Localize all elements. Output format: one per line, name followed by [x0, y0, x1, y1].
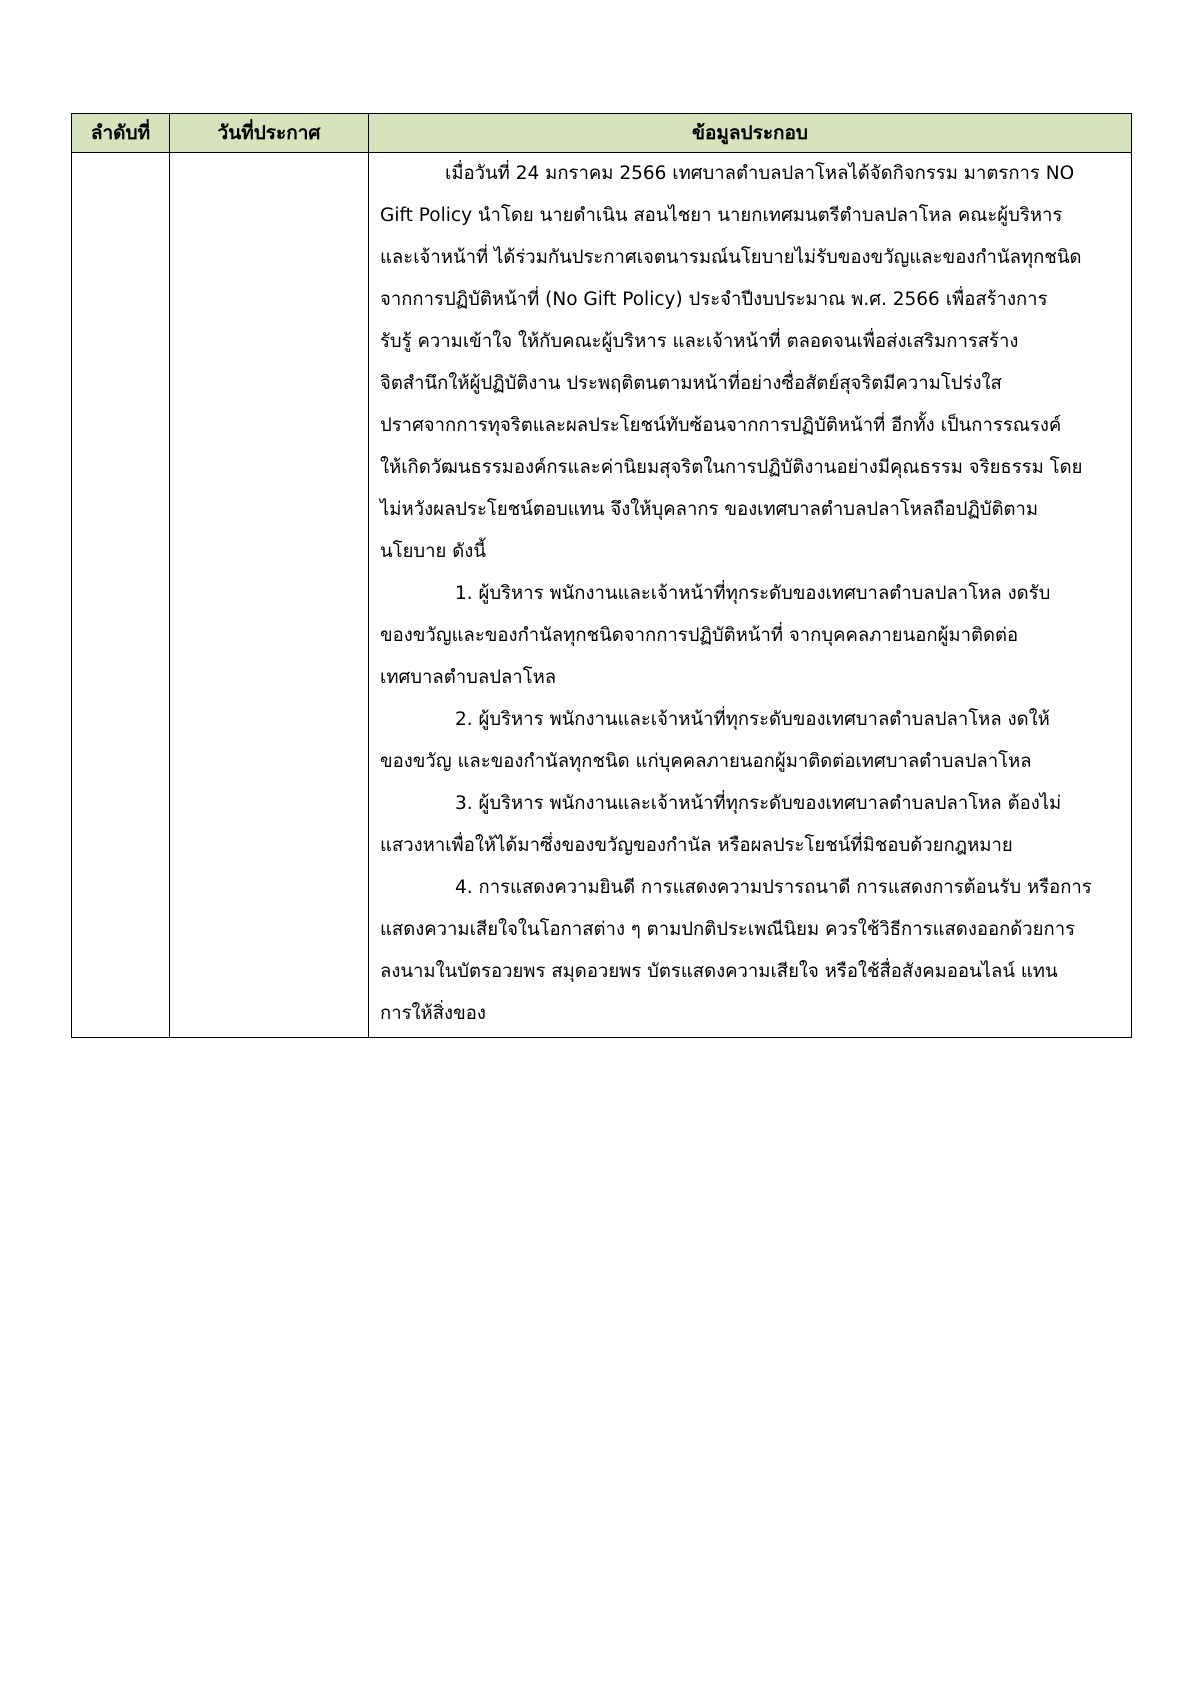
intro-line: ไม่หวังผลประโยชน์ตอบแทน จึงให้บุคลากร ของเทศบาลตำบลปลาโหลถือปฏิบัติตาม: [380, 499, 1039, 520]
policy-item-line: 1. ผู้บริหาร พนักงานและเจ้าหน้าที่ทุกระดับของเทศบาลตำบลปลาโหล งดรับ: [455, 583, 1051, 604]
policy-item-2: [380, 699, 1121, 783]
policy-item-line: การให้สิ่งของ: [380, 1003, 486, 1024]
policy-item-4: [380, 867, 1121, 1035]
intro-line: รับรู้ ความเข้าใจ ให้กับคณะผู้บริหาร และเจ้าหน้าที่ ตลอดจนเพื่อส่งเสริมการสร้าง: [380, 331, 1019, 352]
policy-item-line: เทศบาลตำบลปลาโหล: [380, 667, 557, 688]
policy-item-line: ของขวัญและของกำนัลทุกชนิดจากการปฏิบัติหน้าที่ จากบุคคลภายนอกผู้มาติดต่อ: [380, 625, 1019, 646]
intro-line: เมื่อวันที่ 24 มกราคม 2566 เทศบาลตำบลปลาโหลได้จัดกิจกรรม มาตรการ NO: [445, 163, 1075, 184]
cell-order-no: [72, 153, 170, 1038]
header-order-no: ลำดับที่: [72, 114, 170, 153]
intro-line: จากการปฏิบัติหน้าที่ (No Gift Policy) ประจำปีงบประมาณ พ.ศ. 2566 เพื่อสร้างการ: [380, 289, 1048, 310]
policy-item-line: 2. ผู้บริหาร พนักงานและเจ้าหน้าที่ทุกระดับของเทศบาลตำบลปลาโหล งดให้: [455, 709, 1050, 730]
intro-line: และเจ้าหน้าที่ ได้ร่วมกันประกาศเจตนารมณ์นโยบายไม่รับของขวัญและของกำนัลทุกชนิด: [380, 247, 1082, 268]
policy-item-line: แสดงความเสียใจในโอกาสต่าง ๆ ตามปกติประเพณีนิยม ควรใช้วิธีการแสดงออกด้วยการ: [380, 919, 1076, 940]
policy-item-line: แสวงหาเพื่อให้ได้มาซึ่งของขวัญของกำนัล หรือผลประโยชน์ที่มิชอบด้วยกฎหมาย: [380, 835, 1013, 856]
policy-item-line: 4. การแสดงความยินดี การแสดงความปรารถนาดี การแสดงการต้อนรับ หรือการ: [455, 877, 1092, 898]
table-row: [72, 153, 1132, 1038]
cell-announce-date: [170, 153, 369, 1038]
policy-item-line: ของขวัญ และของกำนัลทุกชนิด แก่บุคคลภายนอกผู้มาติดต่อเทศบาลตำบลปลาโหล: [380, 751, 1032, 772]
intro-line: จิตสำนึกให้ผู้ปฏิบัติงาน ประพฤติตนตามหน้าที่อย่างซื่อสัตย์สุจริตมีความโปร่งใส: [380, 373, 1002, 394]
intro-line: นโยบาย ดังนี้: [380, 541, 486, 562]
policy-item-line: 3. ผู้บริหาร พนักงานและเจ้าหน้าที่ทุกระดับของเทศบาลตำบลปลาโหล ต้องไม่: [455, 793, 1062, 814]
policy-item-1: [380, 573, 1121, 699]
intro-line: ให้เกิดวัฒนธรรมองค์กรและค่านิยมสุจริตในการปฏิบัติงานอย่างมีคุณธรรม จริยธรรม โดย: [380, 457, 1083, 478]
policy-item-3: [380, 783, 1121, 867]
intro-line: ปราศจากการทุจริตและผลประโยชน์ทับซ้อนจากการปฏิบัติหน้าที่ อีกทั้ง เป็นการรณรงค์: [380, 415, 1062, 436]
header-details: ข้อมูลประกอบ: [369, 114, 1132, 153]
intro-line: Gift Policy นำโดย นายดำเนิน สอนไชยา นายกเทศมนตรีตำบลปลาโหล คณะผู้บริหาร: [380, 205, 1063, 226]
header-announce-date: วันที่ประกาศ: [170, 114, 369, 153]
table-header-row: [72, 114, 1132, 153]
cell-details: [369, 153, 1132, 1038]
intro-paragraph: [380, 153, 1121, 573]
policy-item-line: ลงนามในบัตรอวยพร สมุดอวยพร บัตรแสดงความเสียใจ หรือใช้สื่อสังคมออนไลน์ แทน: [380, 961, 1058, 982]
info-table: [71, 113, 1132, 1038]
